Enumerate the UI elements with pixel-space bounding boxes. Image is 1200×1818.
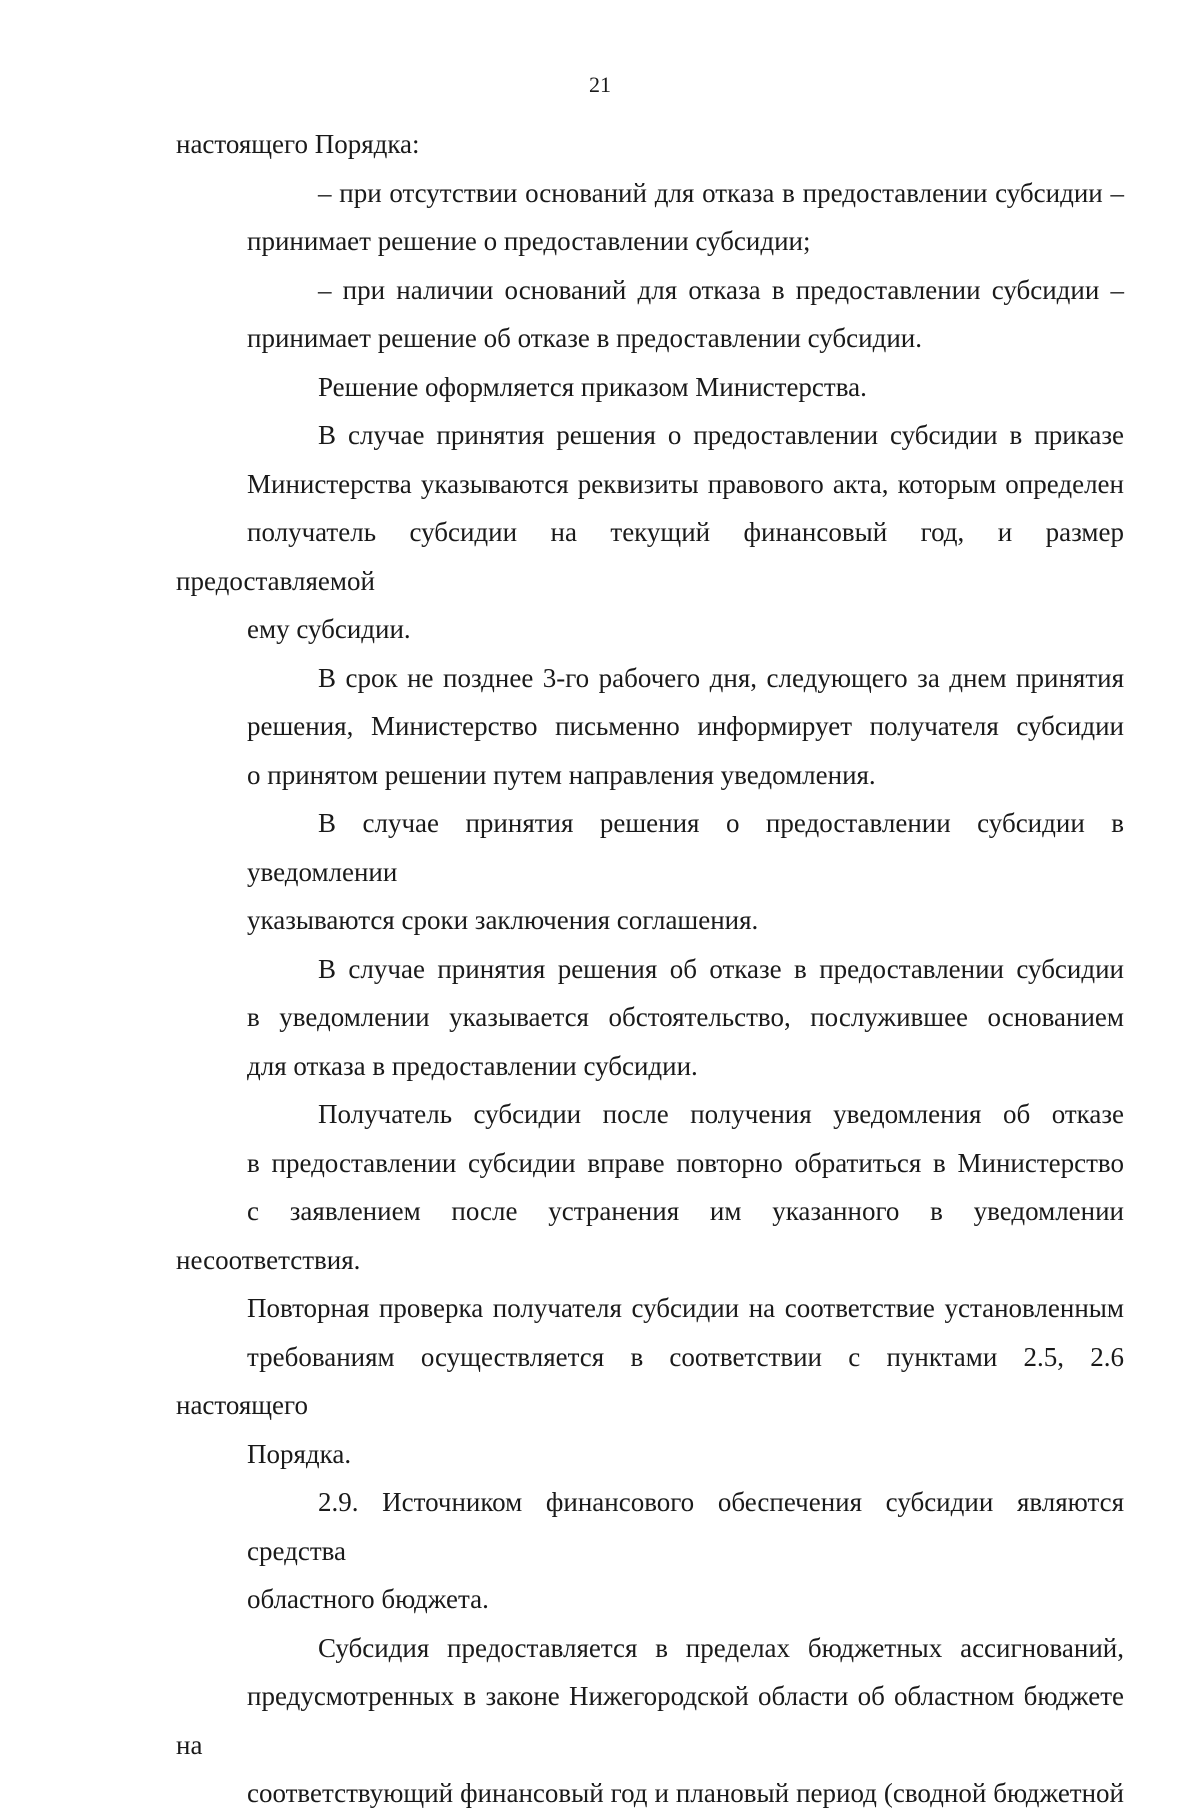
text-line: о принятом решении путем направления уведомления. [247, 759, 876, 790]
text-line: В случае принятия решения о предоставлении субсидии в приказе [318, 420, 1124, 450]
paragraph [176, 1090, 1124, 1478]
text-line: В случае принятия решения об отказе в предоставлении субсидии [318, 953, 1124, 984]
text-line: указываются сроки заключения соглашения. [247, 905, 759, 935]
text-line: В случае принятия решения о предоставлении субсидии в уведомлении [247, 808, 1124, 887]
paragraph [176, 1624, 1124, 1818]
text-line: в уведомлении указывается обстоятельство, послужившее основанием [247, 1002, 1124, 1032]
text-line: Порядка. [247, 1438, 352, 1469]
paragraph [176, 266, 1124, 363]
text-line: принимает решение о предоставлении субсидии; [247, 226, 811, 256]
text-line: – при отсутствии оснований для отказа в предоставлении субсидии – [318, 177, 1124, 208]
paragraph [176, 945, 1124, 1091]
paragraph [176, 654, 1124, 800]
text-line: настоящего Порядка: [176, 129, 420, 159]
page-number: 21 [589, 72, 611, 97]
text-line: областного бюджета. [247, 1584, 489, 1614]
paragraph [176, 363, 1124, 412]
text-line: требованиям осуществляется в соответствии с пунктами 2.5, 2.6 настоящего [176, 1341, 1124, 1420]
paragraph [176, 120, 1124, 169]
text-line: соответствующий финансовый год и плановый период (сводной бюджетной [247, 1778, 1124, 1808]
text-line: принимает решение об отказе в предоставлении субсидии. [247, 323, 922, 353]
text-line: Получатель субсидии после получения уведомления об отказе [318, 1099, 1124, 1129]
paragraph [176, 169, 1124, 266]
text-line: с заявлением после устранения им указанного в уведомлении несоответствия. [176, 1196, 1124, 1275]
document-body [176, 120, 1124, 1818]
text-line: Министерства указываются реквизиты правового акта, которым определен [247, 468, 1124, 499]
paragraph [176, 1478, 1124, 1624]
text-line: для отказа в предоставлении субсидии. [247, 1050, 698, 1081]
text-line: – при наличии оснований для отказа в предоставлении субсидии – [318, 274, 1124, 305]
text-line: получатель субсидии на текущий финансовый год, и размер предоставляемой [176, 517, 1124, 596]
text-line: Субсидия предоставляется в пределах бюджетных ассигнований, [318, 1632, 1124, 1663]
text-line: Повторная проверка получателя субсидии на соответствие установленным [247, 1293, 1124, 1323]
text-line: ему субсидии. [247, 614, 411, 644]
text-line: 2.9. Источником финансового обеспечения субсидии являются средства [247, 1487, 1124, 1566]
text-line: предусмотренных в законе Нижегородской области об областном бюджете на [176, 1681, 1124, 1760]
text-line: Решение оформляется приказом Министерства. [318, 371, 867, 402]
text-line: В срок не позднее 3-го рабочего дня, следующего за днем принятия [318, 662, 1124, 693]
text-line: решения, Министерство письменно информирует получателя субсидии [247, 711, 1124, 741]
paragraph [176, 411, 1124, 654]
paragraph [176, 799, 1124, 945]
text-line: в предоставлении субсидии вправе повторно обратиться в Министерство [247, 1147, 1124, 1178]
